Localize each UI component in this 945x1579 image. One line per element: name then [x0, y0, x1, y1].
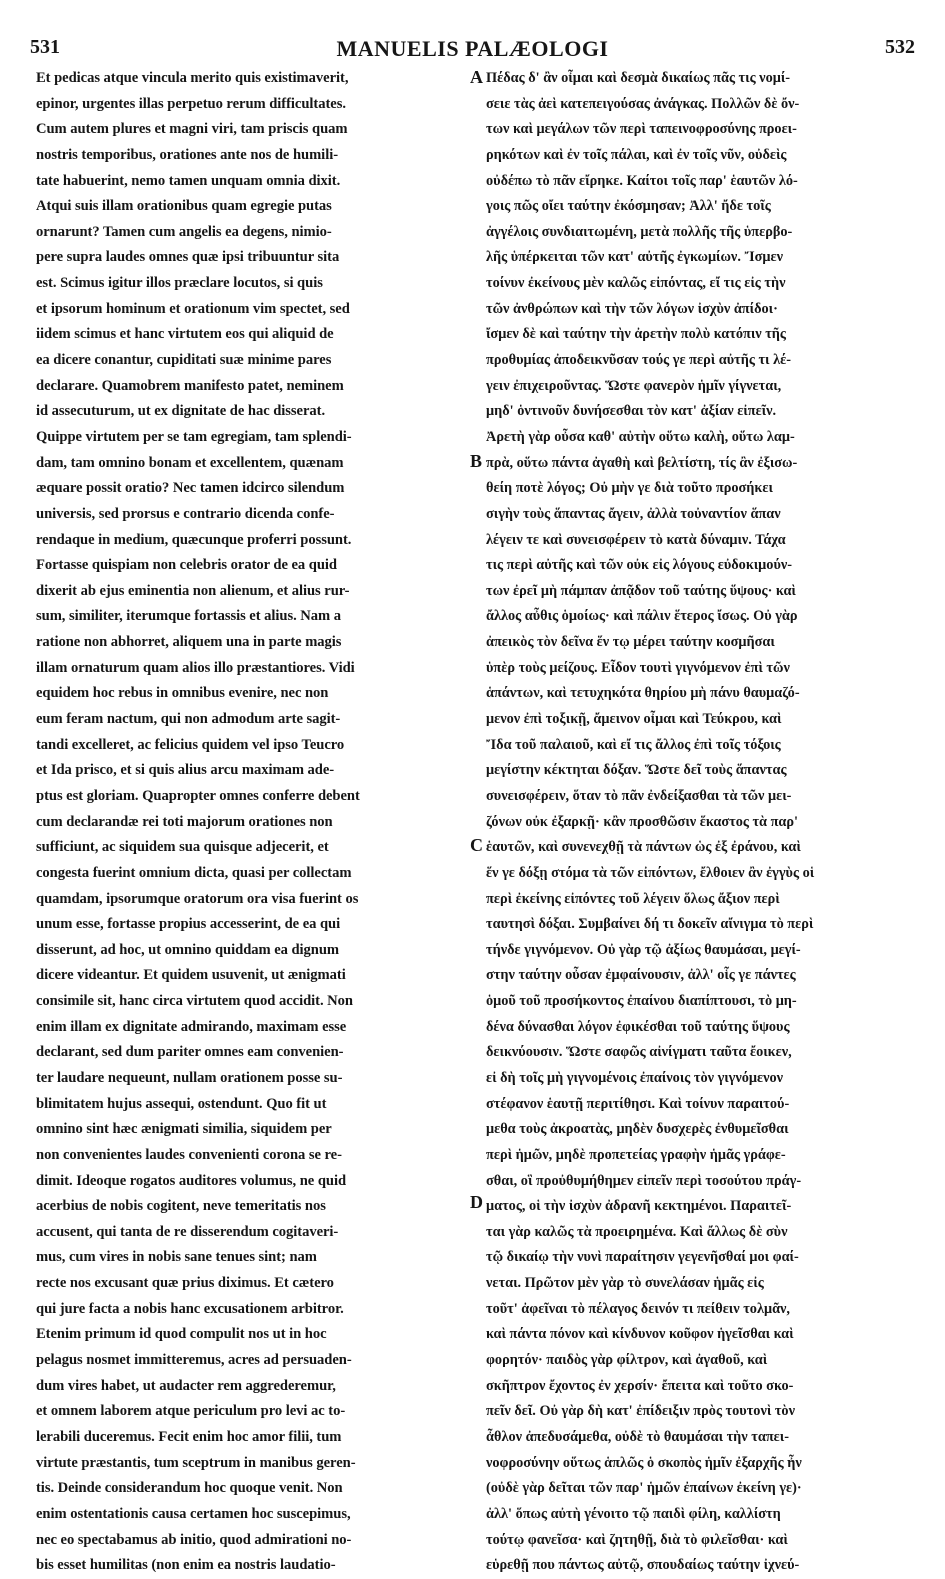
text-line: et omnem laborem atque periculum pro levi ac to- [36, 1403, 346, 1420]
text-line: μεθα τοὺς ἀκροατὰς, μηδὲν δυσχερὲς ἐνθυμεῖσθαι [486, 1121, 789, 1138]
text-line: congesta fuerint omnium dicta, quasi per collectam [36, 864, 352, 881]
text-line: ταυτησὶ δόξαι. Συμβαίνει δή τι δοκεῖν αἴνιγμα τὸ περὶ [486, 916, 814, 933]
text-line: consimile sit, hanc circa virtutem quod accidit. Non [36, 993, 353, 1010]
text-line: Πέδας δ' ἂν οἶμαι καὶ δεσμὰ δικαίως πᾶς τις νομί- [486, 70, 791, 86]
text-line: πρὰ, οὕτω πάντα ἀγαθὴ καὶ βελτίστη, τίς ἂν ἐξισω- [486, 454, 798, 471]
text-line: blimitatem hujus assequi, ostendunt. Quo fit ut [36, 1095, 327, 1112]
text-line: καὶ πάντα πόνον καὶ κίνδυνον κοῦφον ἡγεῖσθαι καὶ [486, 1326, 794, 1343]
text-line: nostris temporibus, orationes ante nos de humili- [36, 146, 339, 163]
text-line: rendaque in medium, quæcunque proferri possunt. [36, 531, 352, 548]
text-line: nec eo spectabamus ab initio, quod admirationi no- [36, 1531, 352, 1548]
text-line: ἀπεικὸς τὸν δεῖνα ἕν τῳ μέρει ταύτην κοσμῆσαι [486, 634, 775, 651]
left-page-number: 531 [30, 36, 60, 58]
text-line: τούτῳ φανεῖσα· καὶ ζητηθῇ, διὰ τὸ φιλεῖσθαι· καὶ [486, 1531, 788, 1548]
text-line: σθαι, οἳ προὐθυμήθημεν εἰπεῖν περὶ τοσούτου πράγ- [486, 1172, 802, 1189]
right-page-number: 532 [885, 36, 915, 58]
text-line: ptus est gloriam. Quapropter omnes conferre debent [36, 787, 360, 804]
text-line: tis. Deinde considerandum hoc quoque venit. Non [36, 1480, 343, 1497]
latin-column [36, 66, 468, 1579]
text-line: unum esse, fortasse propius accesserint, de ea qui [36, 916, 341, 933]
text-line: ἀλλ' ὅπως αὐτὴ γένοιτο τῷ παιδὶ φίλη, καλλίστη [486, 1505, 781, 1522]
text-line: τῶν ἀνθρώπων καὶ τὴν τῶν λόγων ἰσχὺν ἀπίδοι· [486, 300, 778, 317]
text-line: ἑαυτῶν, καὶ συνενεχθῇ τὰ πάντων ὡς ἐξ ἐράνου, καὶ [486, 839, 801, 856]
text-line: ρηκότων καὶ ἐν τοῖς πάλαι, καὶ ἐν τοῖς νῦν, οὐδεὶς [486, 146, 787, 163]
text-line: σιγὴν τοὺς ἅπαντας ἄγειν, ἀλλὰ τοὐναντίον ἅπαν [486, 505, 781, 522]
text-line: νεται. Πρῶτον μὲν γὰρ τὸ συνελάσαν ἡμᾶς εἰς [486, 1275, 764, 1292]
text-line: recte nos excusant quæ prius diximus. Et cætero [36, 1275, 334, 1292]
text-line: λῆς ὑπέρκειται τῶν κατ' αὐτῆς ἐγκωμίων. Ἴσμεν [486, 249, 784, 266]
text-line: τοίνυν ἐκείνους μὲν καλῶς εἰπόντας, εἴ τις εἰς τὴν [486, 275, 786, 292]
text-line: universis, sed prorsus e contrario dicenda confe- [36, 505, 335, 522]
text-line: Cum autem plures et magni viri, tam priscis quam [36, 121, 348, 138]
text-line: lerabili duceremus. Fecit enim hoc amor filii, tum [36, 1428, 342, 1445]
text-line: declarant, sed dum pariter omnes eam convenien- [36, 1044, 344, 1061]
text-line: dum vires habet, ut audacter rem aggrederemur, [36, 1377, 336, 1394]
text-line: ται γὰρ καλῶς τὰ προειρημένα. Καὶ ἄλλως δὲ σὺν [486, 1223, 788, 1240]
text-line: Ἀρετὴ γὰρ οὖσα καθ' αὑτὴν οὕτω καλὴ, οὕτω λαμ- [486, 428, 795, 445]
text-line: quamdam, ipsorumque oratorum ora visa fuerint os [36, 890, 359, 907]
text-line: γειν ἐπιχειροῦντας. Ὥστε φανερὸν ἡμῖν γίγνεται, [486, 377, 782, 394]
text-line: mus, cum vires in nobis sane tenues sint; nam [36, 1249, 317, 1266]
text-line: ratione non abhorret, aliquem una in parte magis [36, 634, 342, 651]
text-line: pere supra laudes omnes quæ ipsi tribuuntur sita [36, 249, 340, 266]
greek-column [486, 66, 914, 1579]
text-line: γοις πῶς οἴει ταύτην ἐκόσμησαν; Ἀλλ' ἤδε τοῖς [486, 198, 771, 215]
text-line: τις περὶ αὐτῆς καὶ τῶν οὐκ εἰς λόγους εὐδοκιμούν- [486, 557, 793, 574]
text-line: ea dicere conantur, cupiditati suæ minime pares [36, 352, 332, 369]
text-line: dixerit ab ejus eminentia non alienum, et alius rur- [36, 582, 350, 599]
text-line: bis esset humilitas (non enim ea nostris laudatio- [36, 1557, 336, 1574]
text-line: περὶ ἐκείνης εἰπόντες τοῦ λέγειν ὅλως ἄξιον περὶ [486, 890, 780, 907]
text-line: ἆθλον ἀπεδυσάμεθα, οὐδὲ τὸ θαυμάσαι τὴν ταπει- [486, 1428, 789, 1445]
text-line: (οὐδὲ γὰρ δεῖται τῶν παρ' ἡμῶν ἐπαίνων ἐκείνη γε)· [486, 1480, 802, 1497]
text-line: μηδ' ὁντινοῦν δυνήσεσθαι τὸν κατ' ἀξίαν εἰπεῖν. [486, 403, 777, 420]
text-line: εὑρεθῇ που πάντως αὐτῷ, σπουδαίως ταύτην ἰχνεύ- [486, 1557, 800, 1574]
section-marker-c: C [470, 835, 483, 855]
text-line: Fortasse quispiam non celebris orator de ea quid [36, 557, 337, 574]
text-line: enim illam ex dignitate admirando, maximam esse [36, 1018, 347, 1035]
text-line: οὐδέπω τὸ πᾶν εἴρηκε. Καίτοι τοῖς παρ' ἑαυτῶν λό- [486, 172, 798, 189]
text-line: æquare possit oratio? Nec tamen idcirco silendum [36, 480, 345, 497]
running-title: MANUELIS PALÆOLOGI [336, 36, 609, 61]
text-line: σκῆπτρον ἔχοντος ἐν χερσίν· ἔπειτα καὶ τοῦτο σκο- [486, 1377, 794, 1394]
text-line: qui jure facta a nobis hanc excusationem arbitror. [36, 1300, 344, 1317]
text-line: cum declarandæ rei toti majorum orationes non [36, 813, 333, 830]
text-line: dimit. Ideoque rogatos auditores volumus, ne quid [36, 1172, 347, 1189]
text-line: disserunt, ad hoc, ut omnino quiddam ea dignum [36, 941, 340, 958]
text-line: μενον ἐπὶ τοξικῇ, ἄμεινον οἶμαι καὶ Τεύκρου, καὶ [486, 711, 782, 728]
text-line: Quippe virtutem per se tam egregiam, tam splendi- [36, 428, 352, 445]
text-line: est. Scimus igitur illos præclare locutos, si quis [36, 275, 323, 292]
text-line: μεγίστην κέκτηται δόξαν. Ὥστε δεῖ τοὺς ἅπαντας [486, 762, 787, 779]
text-line: virtute præstantis, tum sceptrum in manibus geren- [36, 1454, 356, 1471]
text-line: ματος, οἱ τὴν ἰσχὺν ἀδρανῆ κεκτημένοι. Παραιτεῖ- [486, 1198, 792, 1215]
text-line: εἰ δὴ τοῖς μὴ γιγνομένοις ἐπαίνοις τὸν γιγνόμενον [486, 1069, 784, 1086]
text-line: omnino sint hæc ænigmati similia, siquidem per [36, 1121, 332, 1138]
text-line: ὁμοῦ τοῦ προσήκοντος ἐπαίνου διαπίπτουσι, τὸ μη- [486, 993, 797, 1010]
text-line: sufficiunt, ac siquidem sua quisque adjecerit, et [36, 839, 329, 856]
section-marker-b: B [470, 451, 483, 471]
running-header [30, 36, 915, 62]
text-line: στην ταύτην οὖσαν ἐμφαίνουσιν, ἀλλ' οἷς γε πάντες [486, 967, 796, 984]
text-line: illam ornaturum quam alios illo præstantiores. Vidi [36, 659, 355, 676]
text-line: ὑπὲρ τοὺς μείζους. Εἶδον τουτὶ γιγνόμενον ἐπὶ τῶν [486, 659, 790, 676]
text-line: dicere videantur. Et quidem usuvenit, ut ænigmati [36, 967, 346, 984]
text-line: Atqui suis illam orationibus quam egregie putas [36, 198, 332, 215]
text-line: προθυμίας ἀποδεικνῦσαν τούς γε περὶ αὐτῆς τι λέ- [486, 352, 791, 369]
text-line: ornarunt? Tamen cum angelis ea degens, nimio- [36, 223, 332, 240]
text-line: Etenim primum id quod compulit nos ut in hoc [36, 1326, 327, 1343]
text-line: accusent, qui tanta de re disserendum cogitaveri- [36, 1223, 339, 1240]
text-line: pelagus nosmet immitteremus, acres ad persuaden- [36, 1352, 352, 1369]
text-line: non convenientes laudes convenienti corona se re- [36, 1146, 342, 1163]
text-line: epinor, urgentes illas perpetuo rerum difficultates. [36, 95, 346, 112]
text-line: ἕν γε δόξῃ στόμα τὰ τῶν εἰπόντων, ἔλθοιεν ἂν ἐγγὺς οἱ [486, 864, 815, 881]
text-line: Ἴδα τοῦ παλαιοῦ, καὶ εἴ τις ἄλλος ἐπὶ τοῖς τόξοις [486, 736, 781, 753]
text-line: των καὶ μεγάλων τῶν περὶ ταπεινοφροσύνης προει- [486, 121, 797, 138]
text-line: τῷ δικαίῳ τὴν νυνὶ παραίτησιν γεγενῆσθαί μοι φαί- [486, 1249, 799, 1266]
text-line: στέφανον ἑαυτῇ περιτίθησι. Καὶ τοίνυν παραιτού- [486, 1095, 790, 1112]
text-line: equidem hoc rebus in omnibus evenire, nec non [36, 685, 329, 702]
text-line: iidem scimus et hanc virtutem eos qui aliquid de [36, 326, 334, 343]
text-line: τήνδε γιγνόμενον. Οὐ γὰρ τῷ ἀξίως θαυμάσαι, μεγί- [486, 941, 801, 958]
text-line: et ipsorum hominum et orationum vim spectet, sed [36, 300, 350, 317]
text-line: sum, similiter, iterumque fortassis et alius. Nam a [36, 608, 341, 625]
text-line: ἴσμεν δὲ καὶ ταύτην τὴν ἀρετὴν πολὺ κατόπιν τῆς [486, 326, 786, 343]
text-line: et Ida prisco, et si quis alius arcu maximam ade- [36, 762, 335, 779]
text-line: νοφροσύνην οὕτως ἁπλῶς ὁ σκοπὸς ἡμῖν ἐξαρχῆς ἦν [486, 1454, 802, 1471]
section-marker-a: A [470, 67, 483, 87]
text-line: δένα δύνασθαι λόγον ἐφικέσθαι τοῦ ταύτης ὕψους [486, 1018, 790, 1035]
text-line: δεικνύουσιν. Ὥστε σαφῶς αἰνίγματι ταῦτα ἔοικεν, [486, 1044, 792, 1061]
text-line: πεῖν δεῖ. Οὐ γὰρ δὴ κατ' ἐπίδειξιν πρὸς τουτονὶ τὸν [486, 1403, 795, 1420]
text-line: θείη ποτὲ λόγος; Οὐ μὴν γε διὰ τοῦτο προσήκει [486, 480, 773, 497]
text-line: declarare. Quamobrem manifesto patet, neminem [36, 377, 344, 394]
section-marker-d: D [470, 1192, 483, 1212]
text-line: ter laudare nequeunt, nullam orationem posse su- [36, 1069, 343, 1086]
text-line: enim ostentationis causa certamen hoc suscepimus, [36, 1505, 351, 1522]
text-line: λέγειν τε καὶ συνεισφέρειν τὸ κατὰ δύναμιν. Τάχα [486, 531, 786, 548]
text-line: tandi excelleret, ac felicius quidem vel ipso Teucro [36, 736, 345, 753]
text-line: ἀγγέλοις συνδιαιτωμένη, μετὰ πολλῆς τῆς ὑπερβο- [486, 223, 793, 240]
text-line: σειε τὰς ἀεὶ κατεπειγούσας ἀνάγκας. Πολλῶν δὲ ὄν- [486, 95, 800, 112]
text-line: τοῦτ' ἀφεῖναι τὸ πέλαγος δεινόν τι πείθειν τολμᾶν, [486, 1300, 791, 1317]
text-line: dam, tam omnino bonam et excellentem, quænam [36, 454, 344, 471]
text-line: ἄλλος αὖθις ὁμοίως· καὶ πάλιν ἕτερος ἴσως. Οὐ γὰρ [486, 608, 798, 625]
text-line: eum feram nactum, qui non admodum arte sagit- [36, 711, 341, 728]
text-line: tate habuerint, nemo tamen unquam omnia dixit. [36, 172, 341, 189]
text-line: acerbius de nobis cogitent, neve temeritatis nos [36, 1198, 326, 1215]
text-line: περὶ ἡμῶν, μηδὲ προπετείας γραφὴν ἡμᾶς γράφε- [486, 1146, 786, 1163]
text-line: ἁπάντων, καὶ τετυχηκότα θηρίου μὴ πάνυ θαυμαζό- [486, 685, 800, 702]
text-line: συνεισφέρειν, ὅταν τὸ πᾶν ἐνδείξασθαι τὰ τῶν μει- [486, 787, 792, 804]
text-line: φορητόν· παιδὸς γὰρ φίλτρον, καὶ ἀγαθοῦ, καὶ [486, 1352, 768, 1369]
text-line: Et pedicas atque vincula merito quis existimaverit, [36, 70, 349, 86]
text-line: id assecuturum, ut ex dignitate de hac disserat. [36, 403, 326, 420]
text-line: ζόνων οὐκ ἐξαρκῇ· κἂν προσθῶσιν ἕκαστος τὰ παρ' [486, 813, 799, 830]
text-line: των ἐρεῖ μὴ πάμπαν ἀπᾷδον τοῦ ταύτης ὕψους· καὶ [486, 582, 796, 599]
